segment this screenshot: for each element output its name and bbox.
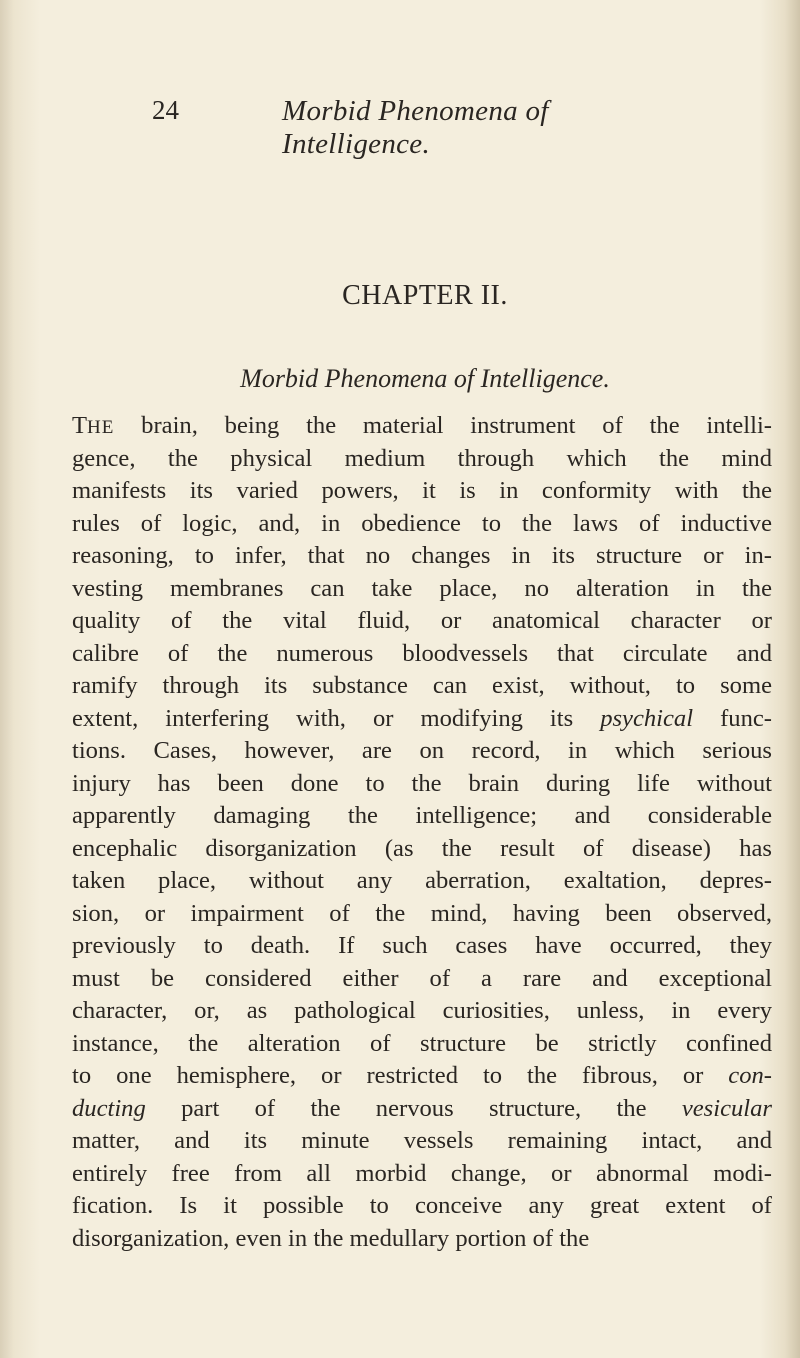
text-segment: sion, or impairment of the mind, having been observed, <box>72 899 772 927</box>
text-line <box>72 833 772 866</box>
italic-text: ducting <box>72 1094 146 1122</box>
text-segment: encephalic disorganization (as the result of disease) has <box>72 834 772 862</box>
chapter-subtitle: Morbid Phenomena of Intelligence. <box>240 364 610 393</box>
running-title: Morbid Phenomena of Intelligence. <box>282 95 549 160</box>
text-segment: brain, being the material instrument of the intelli- <box>114 412 772 439</box>
page-number: 24 <box>152 95 179 125</box>
text-line <box>72 735 772 768</box>
text-segment: manifests its varied powers, it is in conformity with the <box>72 477 772 504</box>
text-segment: to one hemisphere, or restricted to the fibrous, or <box>72 1062 729 1089</box>
text-line <box>72 1028 772 1061</box>
text-segment: part of the nervous structure, the <box>145 1094 682 1122</box>
text-segment: ramify through its substance can exist, without, to some <box>72 672 772 699</box>
text-line <box>72 1223 772 1256</box>
text-line <box>72 670 772 703</box>
text-line <box>72 508 772 541</box>
italic-text: vesicular <box>681 1094 772 1122</box>
text-segment: character, or, as pathological curiosities, unless, in every <box>72 997 772 1024</box>
text-line <box>72 1158 772 1191</box>
text-line <box>72 800 772 833</box>
text-segment: func- <box>693 704 772 732</box>
text-segment: entirely free from all morbid change, or abnormal modi- <box>72 1159 772 1187</box>
text-segment: calibre of the numerous bloodvessels that circulate and <box>72 639 772 667</box>
text-line <box>72 443 772 476</box>
text-segment: matter, and its minute vessels remaining intact, and <box>72 1127 772 1154</box>
text-segment: taken place, without any aberration, exaltation, depres- <box>72 867 772 894</box>
text-segment: disorganization, even in the medullary portion of the <box>72 1224 590 1252</box>
body-paragraph <box>72 410 772 1255</box>
text-segment: instance, the alteration of structure be strictly confined <box>72 1029 772 1057</box>
text-segment: previously to death. If such cases have occurred, they <box>72 932 772 959</box>
text-line <box>72 605 772 638</box>
text-segment: T <box>72 412 88 439</box>
text-line <box>72 1190 772 1223</box>
text-line <box>72 638 772 671</box>
text-segment: vesting membranes can take place, no alteration in the <box>72 574 772 602</box>
text-line <box>72 1093 772 1126</box>
text-line <box>72 1060 772 1093</box>
text-segment: rules of logic, and, in obedience to the laws of inductive <box>72 509 772 537</box>
running-head <box>152 95 672 160</box>
italic-text: psychical <box>600 704 694 732</box>
text-line <box>72 540 772 573</box>
text-line <box>72 475 772 508</box>
text-line <box>72 898 772 931</box>
chapter-heading: CHAPTER II. <box>342 280 508 311</box>
text-line <box>72 865 772 898</box>
text-segment: tions. Cases, however, are on record, in which serious <box>72 737 772 764</box>
text-segment: gence, the physical medium through which the mind <box>72 444 772 472</box>
text-segment: fication. Is it possible to conceive any great extent of <box>72 1192 772 1219</box>
text-segment: extent, interfering with, or modifying its <box>72 704 601 732</box>
italic-text: con- <box>728 1062 772 1089</box>
text-segment: injury has been done to the brain during life without <box>72 769 772 797</box>
text-line <box>72 1125 772 1158</box>
text-line <box>72 995 772 1028</box>
text-line <box>72 573 772 606</box>
text-line <box>72 963 772 996</box>
text-line <box>72 410 772 443</box>
text-line <box>72 703 772 736</box>
text-line <box>72 768 772 801</box>
text-segment: must be considered either of a rare and exceptional <box>72 964 772 992</box>
text-line <box>72 930 772 963</box>
text-segment: apparently damaging the intelligence; and considerable <box>72 802 772 829</box>
text-segment: quality of the vital fluid, or anatomical character or <box>72 607 772 634</box>
small-caps-text: HE <box>87 417 115 438</box>
text-segment: reasoning, to infer, that no changes in its structure or in- <box>72 542 772 569</box>
